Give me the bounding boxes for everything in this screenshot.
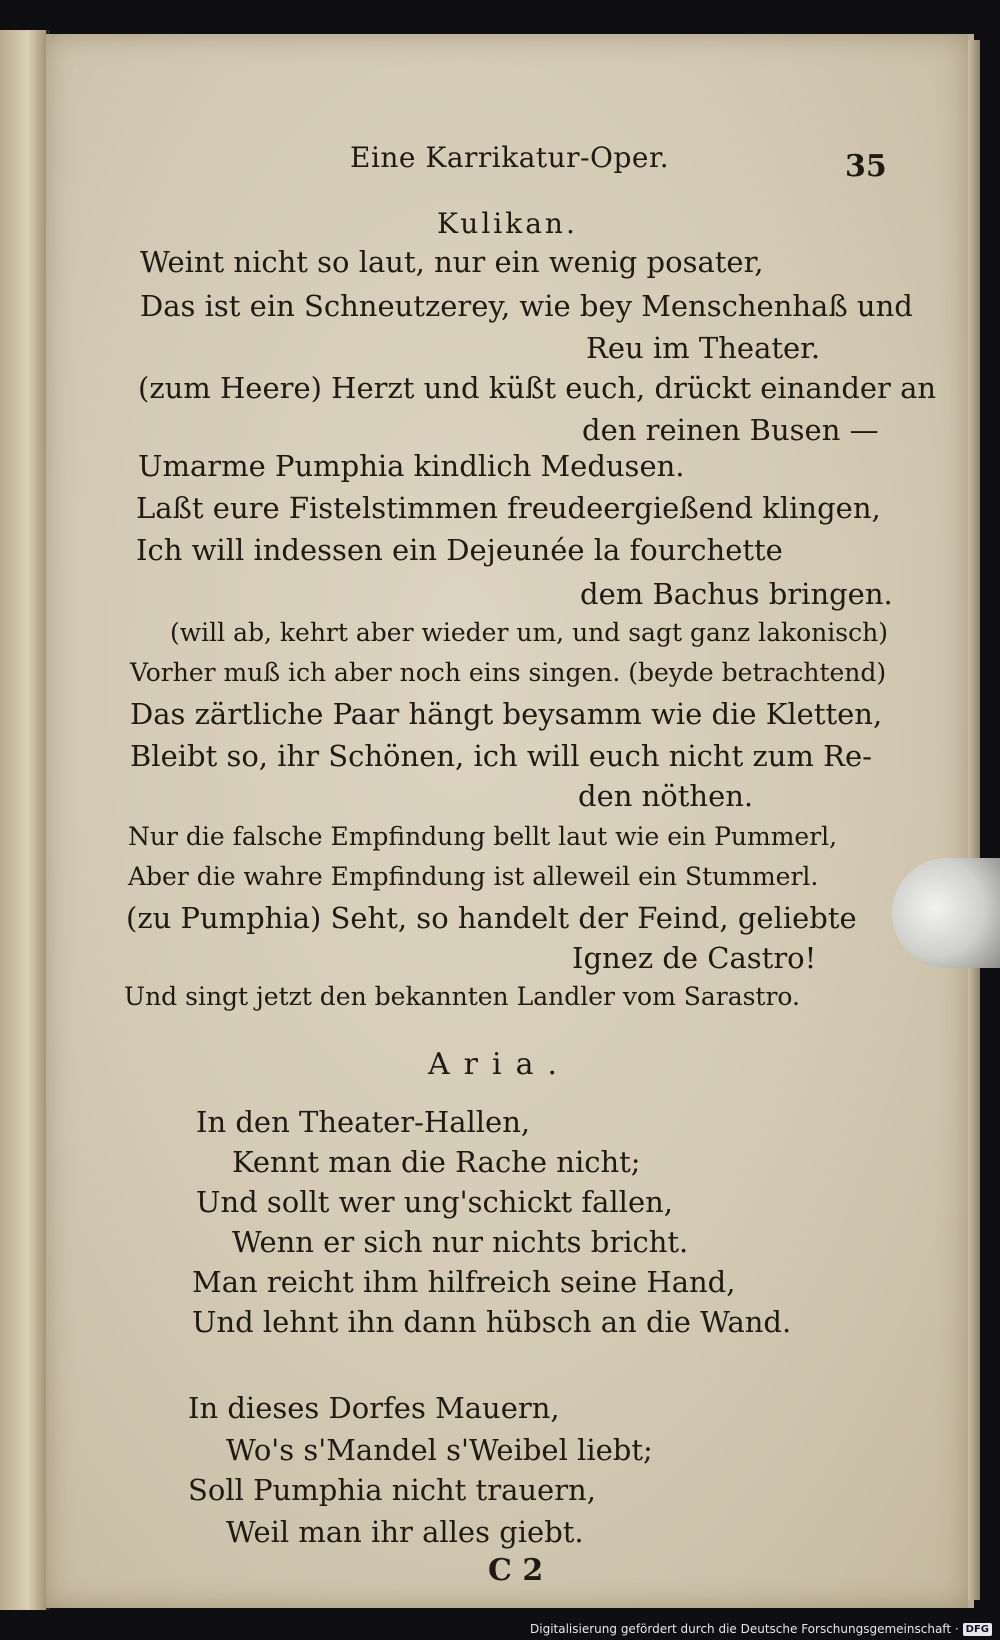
footer-credit xyxy=(530,1622,992,1636)
speech-line: Reu im Theater. xyxy=(586,331,821,365)
speech-line: Aber die wahre Empfindung ist alleweil ein Stummerl. xyxy=(128,862,819,891)
left-page-edge xyxy=(0,30,50,1610)
stanza-line: Wenn er sich nur nichts bricht. xyxy=(232,1225,689,1259)
speech-line: den nöthen. xyxy=(578,779,754,813)
speech-line: Umarme Pumphia kindlich Medusen. xyxy=(138,449,685,483)
speech-line: Weint nicht so laut, nur ein wenig posater, xyxy=(140,245,764,279)
speech-line: Nur die falsche Empfindung bellt laut wie ein Pummerl, xyxy=(128,822,838,851)
speech-line: Und singt jetzt den bekannten Landler vom Sarastro. xyxy=(124,982,800,1011)
speech-line: (zu Pumphia) Seht, so handelt der Feind, geliebte xyxy=(126,901,857,935)
speech-line: Ich will indessen ein Dejeunée la fourchette xyxy=(136,533,783,567)
page-stack-edge xyxy=(968,40,980,1600)
speech-line: Das ist ein Schneutzerey, wie bey Menschenhaß und xyxy=(140,289,913,323)
speech-line: Laßt eure Fistelstimmen freudeergießend klingen, xyxy=(136,491,881,525)
page-clip-tab xyxy=(892,858,1000,968)
stanza-line: Wo's s'Mandel s'Weibel liebt; xyxy=(226,1433,653,1467)
stanza-line: Weil man ihr alles giebt. xyxy=(226,1515,584,1549)
stanza-line: In den Theater-Hallen, xyxy=(196,1105,531,1139)
stanza-line: Und sollt wer ung'schickt fallen, xyxy=(196,1185,674,1219)
stanza-line: Soll Pumphia nicht trauern, xyxy=(188,1473,596,1507)
stage-direction: (will ab, kehrt aber wieder um, und sagt ganz lakonisch) xyxy=(170,618,888,647)
stanza-line: In dieses Dorfes Mauern, xyxy=(188,1391,560,1425)
page-number: 35 xyxy=(845,149,887,184)
speech-line: den reinen Busen — xyxy=(582,413,879,447)
signature-mark: C 2 xyxy=(488,1553,544,1588)
speech-line: Das zärtliche Paar hängt beysamm wie die Kletten, xyxy=(130,697,883,731)
speech-line: dem Bachus bringen. xyxy=(580,577,893,611)
aria-title: Aria. xyxy=(428,1047,572,1082)
stanza-line: Kennt man die Rache nicht; xyxy=(232,1145,641,1179)
speech-line: Vorher muß ich aber noch eins singen. (beyde betrachtend) xyxy=(130,658,887,687)
running-title: Eine Karrikatur-Oper. xyxy=(350,141,670,174)
speech-line: (zum Heere) Herzt und küßt euch, drückt einander an xyxy=(138,371,937,405)
speech-line: Bleibt so, ihr Schönen, ich will euch nicht zum Re- xyxy=(130,739,872,773)
stanza-line: Und lehnt ihn dann hübsch an die Wand. xyxy=(192,1305,792,1339)
speaker-name: Kulikan. xyxy=(437,207,578,240)
footer-credit-text: Digitalisierung gefördert durch die Deutsche Forschungsgemeinschaft · xyxy=(530,1622,959,1636)
dfg-logo: DFG xyxy=(963,1623,992,1636)
stanza-line: Man reicht ihm hilfreich seine Hand, xyxy=(192,1265,736,1299)
speech-line: Ignez de Castro! xyxy=(572,941,817,975)
